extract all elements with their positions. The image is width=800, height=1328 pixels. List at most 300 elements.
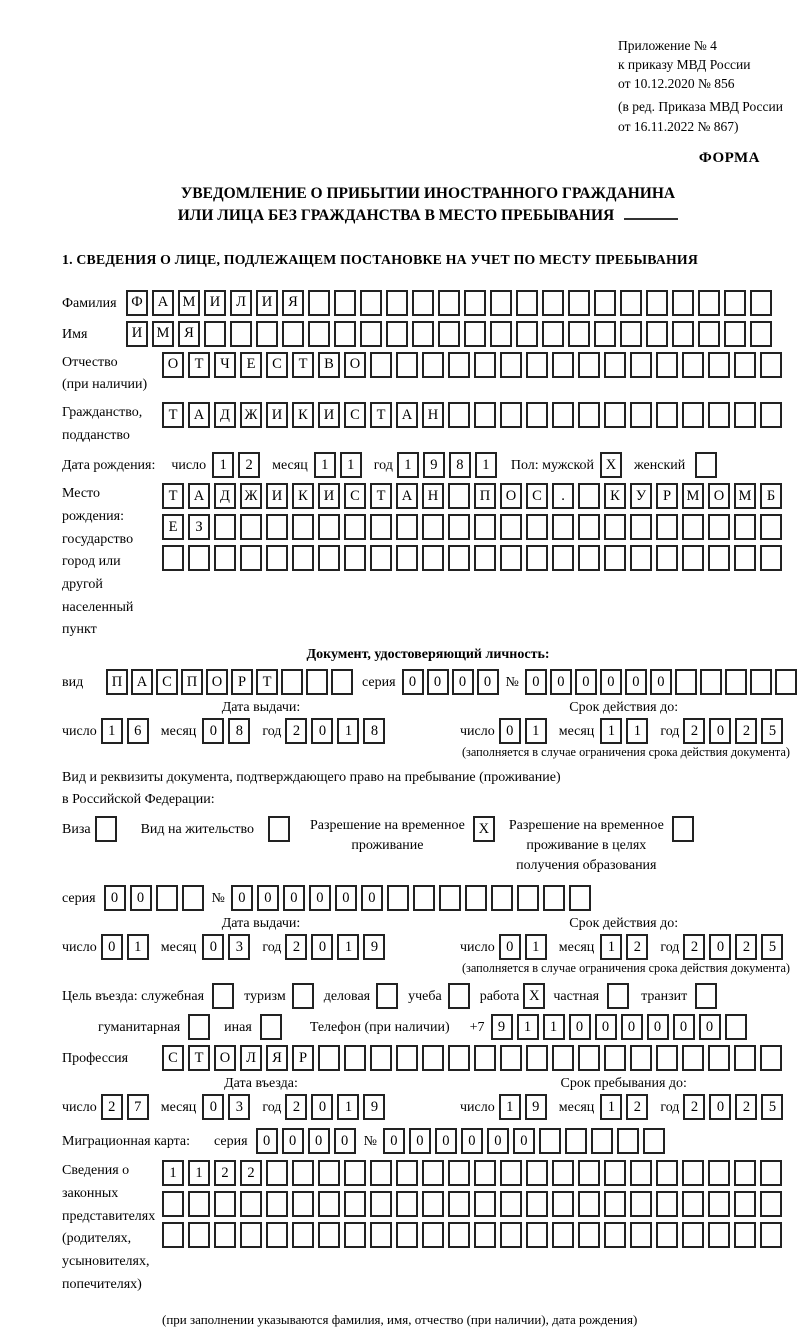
permit-valid-month: [600, 934, 652, 960]
birth-place-line3: [162, 545, 786, 571]
char-box: 0: [477, 669, 499, 695]
char-box: .: [552, 483, 574, 509]
char-box: [552, 402, 574, 428]
char-box: [282, 321, 304, 347]
char-box: [552, 514, 574, 540]
char-box: [552, 1222, 574, 1248]
checkbox: [268, 816, 290, 842]
doc-number-field: [525, 669, 800, 695]
char-box: 2: [626, 1094, 648, 1120]
month-label: месяц: [272, 458, 308, 474]
purpose-work-checkbox: [523, 983, 549, 1009]
doc-valid-note: (заполняется в случае ограничения срока действия документа): [461, 745, 790, 760]
char-box: О: [162, 352, 184, 378]
birth-day-field: [212, 452, 264, 478]
char-box: [698, 290, 720, 316]
day-label: число: [460, 724, 495, 740]
doc-issue-day: [101, 718, 153, 744]
char-box: 0: [283, 885, 305, 911]
char-box: А: [152, 290, 174, 316]
char-box: [344, 1191, 366, 1217]
char-box: 5: [761, 1094, 783, 1120]
id-doc-row: [62, 669, 794, 695]
char-box: [760, 514, 782, 540]
char-box: У: [630, 483, 652, 509]
char-box: 1: [600, 718, 622, 744]
char-box: Л: [230, 290, 252, 316]
given-name-row: [62, 321, 794, 347]
char-box: [682, 1045, 704, 1071]
representatives-line3: [162, 1222, 786, 1248]
checkbox: [695, 452, 717, 478]
char-box: 0: [409, 1128, 431, 1154]
char-box: 1: [101, 718, 123, 744]
char-box: [292, 1191, 314, 1217]
doc-issue-month: [202, 718, 254, 744]
profession-row: [62, 1045, 794, 1071]
citizenship-row: [62, 402, 794, 447]
char-box: [204, 321, 226, 347]
sex-male-checkbox: [600, 452, 626, 478]
char-box: [396, 1160, 418, 1186]
char-box: С: [266, 352, 288, 378]
profession-label: Профессия: [62, 1051, 129, 1067]
char-box: 2: [683, 1094, 705, 1120]
char-box: [630, 1222, 652, 1248]
char-box: [396, 545, 418, 571]
char-box: [682, 545, 704, 571]
permit-type-row: [62, 816, 794, 875]
entry-month: [202, 1094, 254, 1120]
char-box: [672, 290, 694, 316]
char-box: [578, 545, 600, 571]
char-box: [318, 1045, 340, 1071]
char-box: [162, 545, 184, 571]
char-box: 0: [647, 1014, 669, 1040]
char-box: [230, 321, 252, 347]
char-box: И: [318, 402, 340, 428]
doc-issue-year: [285, 718, 389, 744]
char-box: П: [474, 483, 496, 509]
char-box: Т: [188, 352, 210, 378]
residence-permit-label: Вид на жительство: [140, 822, 254, 838]
char-box: [630, 1045, 652, 1071]
char-box: О: [708, 483, 730, 509]
char-box: 0: [650, 669, 672, 695]
char-box: 9: [423, 452, 445, 478]
char-box: [292, 1222, 314, 1248]
char-box: Я: [282, 290, 304, 316]
char-box: [448, 483, 470, 509]
char-box: [604, 514, 626, 540]
char-box: 0: [402, 669, 424, 695]
char-box: [474, 545, 496, 571]
forma-label: ФОРМА: [698, 149, 760, 166]
birth-month-field: [314, 452, 366, 478]
char-box: 1: [397, 452, 419, 478]
char-box: [604, 1045, 626, 1071]
year-label: год: [262, 724, 282, 740]
char-box: [386, 321, 408, 347]
char-box: 0: [311, 718, 333, 744]
doc-dates-section: [62, 700, 794, 744]
entry-dates-section: [62, 1076, 794, 1120]
purpose-humanitarian-checkbox: [188, 1014, 214, 1040]
char-box: М: [734, 483, 756, 509]
char-box: [474, 1045, 496, 1071]
char-box: Е: [162, 514, 184, 540]
birth-place-label: Место рождения: государство город или другой населенный пункт: [62, 486, 134, 638]
char-box: [500, 402, 522, 428]
char-box: [438, 321, 460, 347]
year-label: год: [373, 458, 393, 474]
resid-doc-line2: в Российской Федерации:: [62, 791, 215, 807]
checkbox: [376, 983, 398, 1009]
patronymic-label: Отчество (при наличии): [62, 354, 148, 393]
char-box: [344, 1160, 366, 1186]
char-box: 0: [309, 885, 331, 911]
patronymic-row: [62, 352, 794, 397]
char-box: [724, 321, 746, 347]
char-box: [760, 545, 782, 571]
char-box: П: [181, 669, 203, 695]
char-box: [344, 1045, 366, 1071]
birth-place-line2: [162, 514, 786, 540]
char-box: [734, 545, 756, 571]
char-box: А: [188, 402, 210, 428]
char-box: О: [206, 669, 228, 695]
char-box: Н: [422, 483, 444, 509]
char-box: 8: [363, 718, 385, 744]
resid-doc-line1: Вид и реквизиты документа, подтверждающего право на пребывание (проживание): [62, 770, 561, 786]
purpose-other-label: иная: [224, 1020, 252, 1036]
month-label: месяц: [558, 1100, 595, 1116]
char-box: [565, 1128, 587, 1154]
annex-edition-line: от 16.11.2022 № 867): [618, 118, 739, 134]
purpose-private-label: частная: [553, 989, 600, 1005]
char-box: [734, 514, 756, 540]
char-box: [568, 290, 590, 316]
char-box: 0: [709, 1094, 731, 1120]
char-box: [360, 321, 382, 347]
char-box: З: [188, 514, 210, 540]
purpose-tourism-checkbox: [292, 983, 318, 1009]
char-box: [643, 1128, 665, 1154]
char-box: [516, 321, 538, 347]
char-box: [318, 545, 340, 571]
char-box: 1: [337, 1094, 359, 1120]
char-box: В: [318, 352, 340, 378]
char-box: Ж: [240, 483, 262, 509]
char-box: М: [682, 483, 704, 509]
char-box: Р: [231, 669, 253, 695]
char-box: 8: [228, 718, 250, 744]
char-box: [474, 352, 496, 378]
char-box: [422, 514, 444, 540]
day-label: число: [171, 458, 207, 474]
permit-dates-section: [62, 916, 794, 960]
char-box: 0: [202, 1094, 224, 1120]
char-box: [750, 669, 772, 695]
char-box: 1: [626, 718, 648, 744]
char-box: [318, 1191, 340, 1217]
char-box: [500, 1191, 522, 1217]
char-box: [292, 545, 314, 571]
char-box: [578, 1222, 600, 1248]
char-box: [526, 1160, 548, 1186]
char-box: О: [500, 483, 522, 509]
char-box: [334, 321, 356, 347]
permit-number-field: [231, 885, 595, 911]
char-box: 9: [525, 1094, 547, 1120]
annex-line: от 10.12.2020 № 856: [618, 76, 735, 92]
char-box: Т: [370, 402, 392, 428]
char-box: Я: [178, 321, 200, 347]
char-box: 0: [550, 669, 572, 695]
purpose-study-label: учеба: [408, 989, 442, 1005]
char-box: 2: [683, 718, 705, 744]
checkbox: [212, 983, 234, 1009]
char-box: [500, 1222, 522, 1248]
permit-valid-day: [499, 934, 551, 960]
checkbox: X: [473, 816, 495, 842]
char-box: 2: [101, 1094, 123, 1120]
char-box: [156, 885, 178, 911]
char-box: 9: [491, 1014, 513, 1040]
month-label: месяц: [558, 724, 595, 740]
char-box: [630, 1160, 652, 1186]
char-box: [578, 1045, 600, 1071]
month-label: месяц: [160, 1100, 197, 1116]
stay-until-label: Срок пребывания до:: [560, 1076, 687, 1092]
char-box: 0: [282, 1128, 304, 1154]
char-box: [604, 352, 626, 378]
char-box: [214, 514, 236, 540]
char-box: 0: [311, 934, 333, 960]
temp-permit-edu-label: Разрешение на временное проживание в целях получения образования: [508, 818, 664, 873]
purpose-business-checkbox: [376, 983, 402, 1009]
char-box: [604, 1222, 626, 1248]
char-box: [646, 321, 668, 347]
char-box: [500, 1160, 522, 1186]
char-box: [526, 352, 548, 378]
day-label: число: [62, 940, 97, 956]
char-box: 1: [340, 452, 362, 478]
char-box: Т: [162, 402, 184, 428]
permit-series-field: [104, 885, 208, 911]
purpose-other-checkbox: [260, 1014, 286, 1040]
char-box: [682, 514, 704, 540]
birth-place-fields: [162, 483, 786, 576]
char-box: [552, 545, 574, 571]
char-box: [439, 885, 461, 911]
mig-number-field: [383, 1128, 669, 1154]
char-box: [708, 352, 730, 378]
char-box: К: [292, 483, 314, 509]
char-box: [396, 352, 418, 378]
char-box: [526, 402, 548, 428]
purpose-row: [62, 983, 794, 1009]
given-name-field: [126, 321, 776, 347]
permit-issue-month: [202, 934, 254, 960]
char-box: 0: [673, 1014, 695, 1040]
char-box: 0: [308, 1128, 330, 1154]
birth-date-label: Дата рождения:: [62, 458, 156, 474]
char-box: [725, 1014, 747, 1040]
char-box: [266, 1191, 288, 1217]
char-box: [331, 669, 353, 695]
char-box: [412, 290, 434, 316]
char-box: [656, 402, 678, 428]
char-box: [188, 545, 210, 571]
day-label: число: [62, 724, 97, 740]
char-box: 0: [335, 885, 357, 911]
char-box: [656, 1160, 678, 1186]
char-box: [682, 1160, 704, 1186]
char-box: [396, 514, 418, 540]
char-box: [474, 1160, 496, 1186]
char-box: 0: [361, 885, 383, 911]
birth-year-field: [397, 452, 501, 478]
char-box: И: [204, 290, 226, 316]
patronymic-field: [162, 352, 786, 378]
mig-series-field: [256, 1128, 360, 1154]
month-label: месяц: [160, 724, 197, 740]
char-box: 1: [212, 452, 234, 478]
doc-valid-until-label: Срок действия до:: [569, 700, 679, 716]
char-box: [578, 1191, 600, 1217]
char-box: Р: [656, 483, 678, 509]
char-box: [188, 1191, 210, 1217]
doc-valid-month: [600, 718, 652, 744]
char-box: 3: [228, 1094, 250, 1120]
char-box: [448, 1191, 470, 1217]
char-box: С: [526, 483, 548, 509]
char-box: [240, 514, 262, 540]
doc-kind-label: вид: [62, 675, 84, 691]
char-box: [464, 290, 486, 316]
char-box: [734, 1160, 756, 1186]
doc-issue-date-label: Дата выдачи:: [221, 700, 301, 716]
char-box: [724, 290, 746, 316]
doc-kind-field: [106, 669, 356, 695]
char-box: [682, 402, 704, 428]
purpose-transit-checkbox: [695, 983, 721, 1009]
char-box: [542, 321, 564, 347]
char-box: [552, 1191, 574, 1217]
char-box: [630, 402, 652, 428]
char-box: Н: [422, 402, 444, 428]
char-box: И: [126, 321, 148, 347]
char-box: [464, 321, 486, 347]
char-box: [360, 290, 382, 316]
char-box: 0: [569, 1014, 591, 1040]
char-box: [568, 321, 590, 347]
checkbox: X: [600, 452, 622, 478]
char-box: 0: [231, 885, 253, 911]
permit-number-label: №: [211, 891, 225, 907]
char-box: [543, 885, 565, 911]
char-box: [630, 1191, 652, 1217]
char-box: [474, 1222, 496, 1248]
checkbox: [188, 1014, 210, 1040]
char-box: [448, 545, 470, 571]
char-box: [750, 290, 772, 316]
char-box: 0: [621, 1014, 643, 1040]
char-box: 0: [625, 669, 647, 695]
char-box: Р: [292, 1045, 314, 1071]
char-box: С: [156, 669, 178, 695]
temp-permit-edu-checkbox: [672, 816, 698, 842]
char-box: Л: [240, 1045, 262, 1071]
purpose-business-label: деловая: [323, 989, 371, 1005]
char-box: [725, 669, 747, 695]
char-box: 2: [683, 934, 705, 960]
char-box: [542, 290, 564, 316]
char-box: 0: [311, 1094, 333, 1120]
char-box: [682, 352, 704, 378]
char-box: [604, 1191, 626, 1217]
char-box: [526, 1045, 548, 1071]
char-box: [386, 290, 408, 316]
char-box: 0: [202, 934, 224, 960]
citizenship-field: [162, 402, 786, 428]
char-box: 0: [202, 718, 224, 744]
char-box: [656, 1191, 678, 1217]
char-box: 0: [452, 669, 474, 695]
char-box: [750, 321, 772, 347]
surname-row: [62, 290, 794, 316]
char-box: И: [256, 290, 278, 316]
birth-place-line1: [162, 483, 786, 509]
stay-year: [683, 1094, 787, 1120]
char-box: 2: [626, 934, 648, 960]
char-box: [344, 514, 366, 540]
char-box: [413, 885, 435, 911]
char-box: [240, 1191, 262, 1217]
form-title: [62, 183, 794, 228]
visa-label: Виза: [62, 822, 91, 838]
day-label: число: [62, 1100, 97, 1116]
char-box: 5: [761, 718, 783, 744]
surname-label: Фамилия: [62, 295, 117, 311]
checkbox: [672, 816, 694, 842]
char-box: [656, 545, 678, 571]
char-box: [656, 352, 678, 378]
char-box: [318, 1222, 340, 1248]
char-box: [578, 1160, 600, 1186]
char-box: 1: [525, 934, 547, 960]
id-doc-heading: Документ, удостоверяющий личность:: [306, 647, 550, 663]
char-box: [552, 1160, 574, 1186]
char-box: [682, 1191, 704, 1217]
mig-number-label: №: [363, 1134, 377, 1150]
char-box: И: [266, 483, 288, 509]
char-box: [569, 885, 591, 911]
char-box: Т: [292, 352, 314, 378]
char-box: 9: [363, 1094, 385, 1120]
sex-male-label: Пол: мужской: [510, 458, 595, 474]
char-box: 0: [487, 1128, 509, 1154]
purpose-private-checkbox: [607, 983, 633, 1009]
char-box: [708, 1045, 730, 1071]
char-box: Ф: [126, 290, 148, 316]
char-box: [344, 545, 366, 571]
char-box: 0: [600, 669, 622, 695]
temp-permit-checkbox: [473, 816, 499, 842]
entry-day: [101, 1094, 153, 1120]
char-box: 0: [499, 718, 521, 744]
